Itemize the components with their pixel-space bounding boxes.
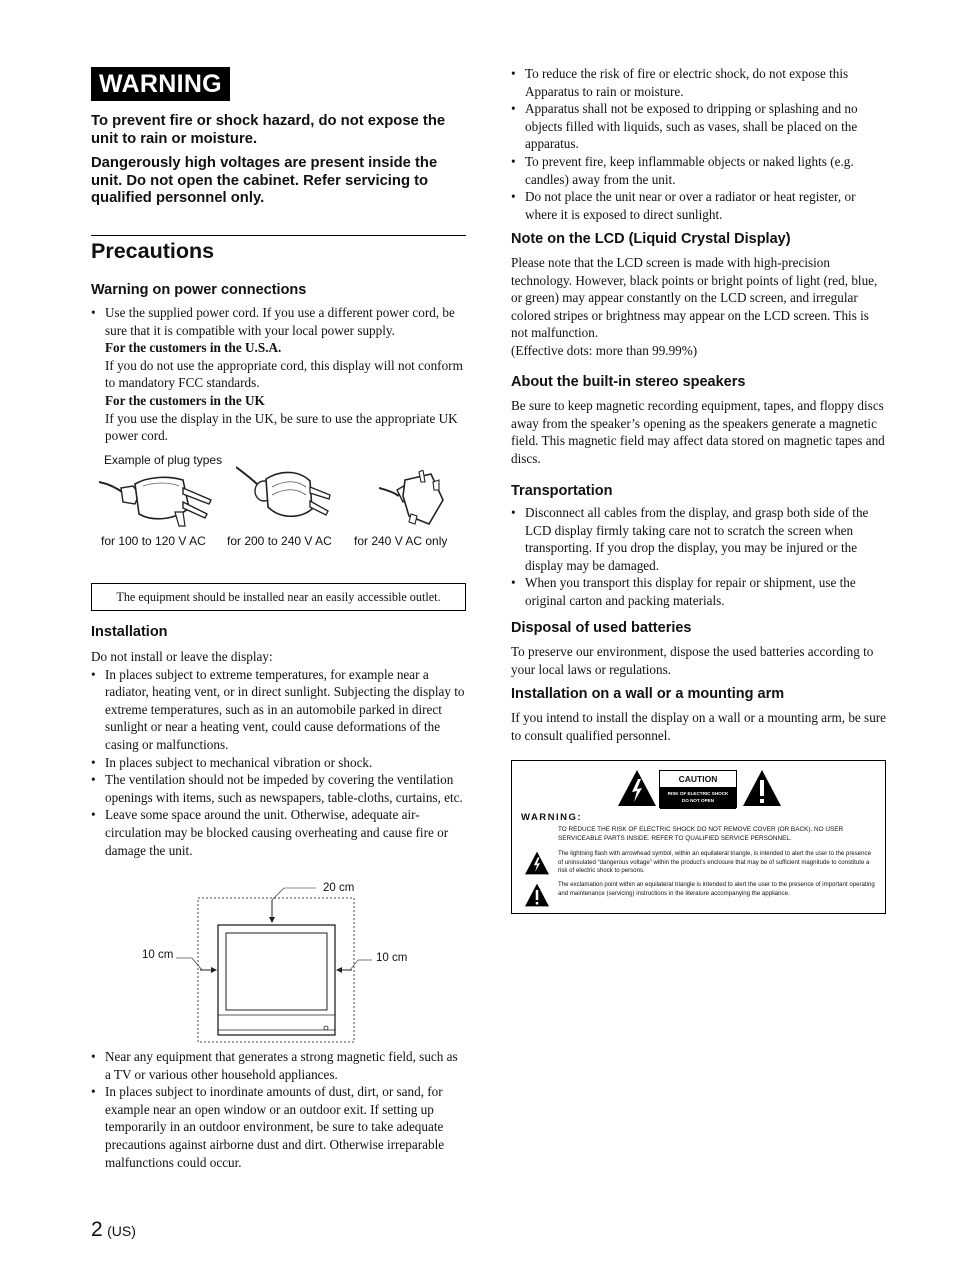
transport-section — [511, 504, 887, 610]
speakers-text: Be sure to keep magnetic recording equipment, tapes, and floppy discs away from the speaker’s opening as the speakers generate a magnetic field. This magnetic field may affect data stored on magnetic tapes and discs. — [511, 398, 885, 466]
lcd-section — [511, 254, 887, 360]
caution-text: CAUTION — [660, 771, 736, 788]
lcd-effective-dots: (Effective dots: more than 99.99%) — [511, 342, 698, 358]
list-item: • Disconnect all cables from the display, and grasp both side of the LCD display firmly taking care not to scratch the screen when transporting. If you drop the display, you may be injured or the display may be damaged. — [511, 504, 887, 574]
uk-label: For the customers in the UK — [105, 392, 265, 408]
list-item: • In places subject to extreme temperatures, for example near a radiator, heating vent, or in direct sunlight. Subjecting the display to extreme temperatures, such as in an automobile parked in direct sunlight or near a heating vent, could cause deformations of the casing or malfunctions. — [91, 666, 466, 754]
uk-text: If you use the display in the UK, be sure to use the appropriate UK power cord. — [105, 410, 458, 444]
plug-type-us-icon — [99, 468, 219, 530]
list-item: • When you transport this display for repair or shipment, use the original carton and packing materials. — [511, 574, 887, 609]
caution-label-box — [511, 760, 886, 914]
precautions-title: Precautions — [91, 239, 215, 263]
list-item: • To reduce the risk of fire or electric shock, do not expose this Apparatus to rain or moisture. — [511, 65, 887, 100]
wall-text: If you intend to install the display on a wall or a mounting arm, be sure to consult qualified personnel. — [511, 710, 887, 743]
wall-heading: Installation on a wall or a mounting arm — [511, 686, 785, 702]
plug-type-uk-icon — [379, 470, 449, 528]
power-heading: Warning on power connections — [91, 282, 307, 298]
plug-label-uk: for 240 V AC only — [354, 534, 448, 548]
list-item: • To prevent fire, keep inflammable objects or naked lights (e.g. candles) away from the unit. — [511, 153, 887, 188]
plug-label-us: for 100 to 120 V AC — [101, 534, 206, 548]
clearance-right-label: 10 cm — [376, 952, 408, 964]
flash-explanation: The lightning flash with arrowhead symbol, within an equilateral triangle, is intended to alert the user to the presence of uninsulated “dangerous voltage” within the product’s enclosure that may be of sufficient magnitude to constitute a risk of electric shock to persons. — [558, 850, 871, 874]
list-item: • Near any equipment that generates a strong magnetic field, such as a TV or various other household appliances. — [91, 1048, 466, 1083]
installation-section-2 — [91, 1048, 466, 1171]
wall-section — [511, 709, 887, 744]
clearance-left-label: 10 cm — [142, 949, 174, 961]
installation-heading: Installation — [91, 624, 168, 640]
page-region: (US) — [107, 1223, 136, 1239]
warning-text-1: To prevent fire or shock hazard, do not expose the unit to rain or moisture. — [91, 113, 446, 147]
list-item: • Leave some space around the unit. Otherwise, adequate air-circulation may be blocked causing overheating and cause fire or damage the unit. — [91, 806, 466, 859]
installation-intro: Do not install or leave the display: — [91, 649, 273, 664]
caution-warning-label: WARNING: — [521, 812, 583, 823]
warning-text-2: Dangerously high voltages are present inside the unit. Do not open the cabinet. Refer servicing to qualified personnel only. — [91, 155, 438, 206]
risk-text: RISK OF ELECTRIC SHOCK — [667, 791, 729, 796]
batteries-heading: Disposal of used batteries — [511, 620, 692, 636]
warning-title: WARNING — [91, 67, 230, 101]
outlet-note-box — [91, 583, 466, 611]
clearance-top-label: 20 cm — [323, 882, 355, 894]
plug-type-eu-icon — [236, 465, 336, 527]
caution-panel — [659, 770, 737, 808]
page-footer — [91, 1218, 136, 1242]
lightning-triangle-icon — [617, 769, 657, 807]
exclamation-explanation: The exclamation point within an equilateral triangle is intended to alert the user to the presence of important operating and maintenance (servicing) instructions in the literature accompanying the appliance. — [558, 881, 875, 897]
general-bullets — [511, 65, 887, 223]
caution-warning-text: TO REDUCE THE RISK OF ELECTRIC SHOCK DO NOT REMOVE COVER (OR BACK). NO USER SERVICEABLE PARTS INSIDE. REFER TO QUALIFIED SERVICE PERSONNEL. — [558, 826, 844, 842]
page-number: 2 — [91, 1218, 103, 1241]
speakers-heading: About the built-in stereo speakers — [511, 374, 746, 390]
exclamation-triangle-small-icon — [524, 883, 550, 907]
list-item: • The ventilation should not be impeded by covering the ventilation openings with items, such as newspapers, table-cloths, curtains, etc. — [91, 771, 466, 806]
plug-caption: Example of plug types — [104, 453, 223, 467]
power-bullet-text: Use the supplied power cord. If you use a different power cord, be sure that it is compatible with your local power supply. — [105, 305, 455, 338]
list-item: • In places subject to inordinate amounts of dust, dirt, or sand, for example near an open window or an outdoor exit. If setting up temporarily in an outdoor environment, be sure to take adequate precautions against airborne dust and dirt. Otherwise irreparable malfunctions could occur. — [91, 1083, 466, 1171]
power-section — [91, 304, 466, 445]
speakers-section — [511, 397, 887, 467]
batteries-section — [511, 643, 887, 678]
outlet-note: The equipment should be installed near an easily accessible outlet. — [116, 590, 441, 604]
section-divider — [91, 235, 466, 236]
list-item: • Do not place the unit near or over a radiator or heat register, or where it is exposed to direct sunlight. — [511, 188, 887, 223]
list-item: • In places subject to mechanical vibration or shock. — [91, 754, 466, 772]
lightning-triangle-small-icon — [524, 851, 550, 875]
lcd-text: Please note that the LCD screen is made with high-precision technology. However, black points or bright points of light (red, blue, or green) may appear constantly on the LCD screen, and irregular colored stripes or brightness may appear on the LCD screen. This is not malfunction. — [511, 255, 878, 341]
do-not-open-text: DO NOT OPEN — [681, 798, 715, 803]
usa-text: If you do not use the appropriate cord, this display will not conform to mandatory FCC standards. — [105, 357, 463, 391]
list-item — [91, 304, 466, 445]
usa-label: For the customers in the U.S.A. — [105, 340, 282, 356]
batteries-text: To preserve our environment, dispose the used batteries according to your local laws or regulations. — [511, 644, 874, 677]
installation-section — [91, 648, 466, 859]
list-item: • Apparatus shall not be exposed to dripping or splashing and no objects filled with liquids, such as vases, shall be placed on the apparatus. — [511, 100, 887, 153]
lcd-heading: Note on the LCD (Liquid Crystal Display) — [511, 231, 791, 247]
exclamation-triangle-icon — [742, 769, 782, 807]
transport-heading: Transportation — [511, 483, 613, 499]
plug-label-eu: for 200 to 240 V AC — [227, 534, 332, 548]
